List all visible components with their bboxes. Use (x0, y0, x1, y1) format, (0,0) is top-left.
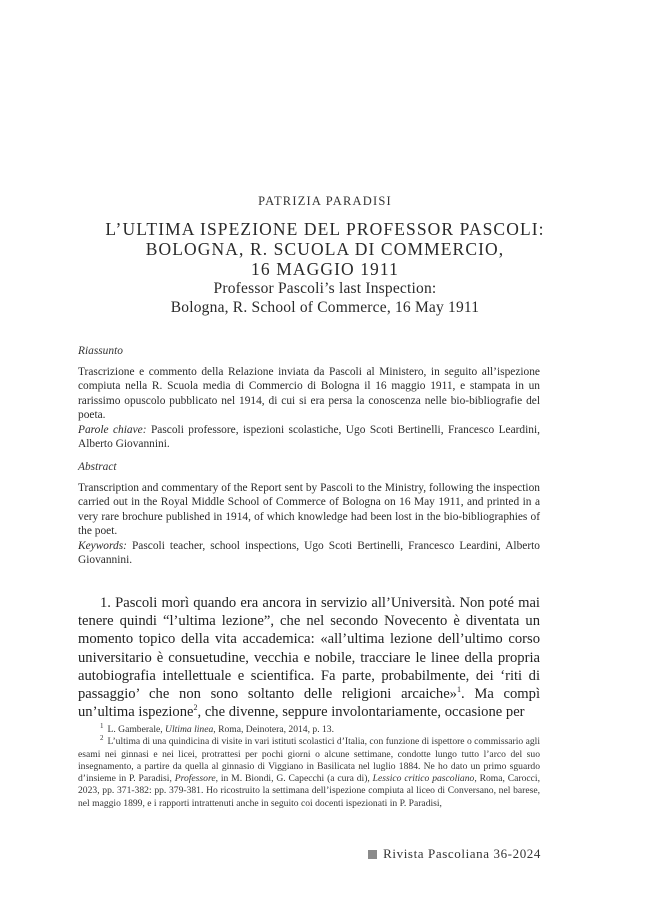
abstract-heading: Abstract (78, 461, 117, 473)
abstract-text: Transcription and commentary of the Report sent by Pascoli to the Ministry, following the inspection carried out in the Royal Middle School of Commerce of Bologna on 16 May 1911, and printed in a very rare brochure published in 1914, of which knowledge had been lost in the bio-bibliographies of the poet. (78, 481, 540, 537)
journal-name: Rivista Pascoliana 36-2024 (383, 846, 541, 861)
abstract-keywords (78, 539, 540, 568)
footnotes (78, 721, 540, 810)
keywords-text: Pascoli professore, ispezioni scolastiche, Ugo Scoti Bertinelli, Francesco Leardini, Alberto Giovannini. (78, 423, 540, 450)
footnote-text: L. Gamberale, (107, 724, 166, 735)
square-icon (368, 850, 377, 859)
riassunto-keywords (78, 423, 540, 452)
footnote-ref-1: 1 (456, 685, 461, 695)
english-title-line-2: Bologna, R. School of Commerce, 16 May 1911 (170, 299, 480, 316)
title-line-1: L’ULTIMA ISPEZIONE DEL PROFESSOR PASCOLI: (105, 219, 545, 239)
keywords-label: Keywords: (78, 539, 127, 552)
riassunto-text: Trascrizione e commento della Relazione inviata da Pascoli al Ministero, in seguito all’ispezione compiuta nella R. Scuola media di Commercio di Bologna il 16 maggio 1911, e stampata in un rarissimo opuscolo pubblicato nel 1914, di cui si era persa la conoscenza nelle bio-bibliografie del poeta. (78, 365, 540, 421)
footnote-ref-2: 2 (193, 703, 198, 713)
footnote-title: Ultima linea (165, 724, 214, 735)
footnote-title: Professore (174, 773, 216, 785)
body-text-part-1: 1. Pascoli morì quando era ancora in servizio all’Università. Non poté mai tenere quindi “l’ultima lezione”, che nel secondo Novecento è diventata un momento topico della vita accademica: «all’ultima lezione dell’ultimo corso universitario è consuetudine, vecchia e nobile, tracciare le linee della propria autobiografia intellettuale e scientifica. Fa parte, probabilmente, dei ‘riti di passaggio’ che non sono soltanto delle religioni arcaiche» (78, 595, 540, 703)
footnote-2 (78, 736, 540, 810)
footnote-number: 1 (100, 721, 104, 730)
body-text-part-2: . Ma compì un’ultima ispezione (78, 686, 540, 721)
footnote-1 (78, 721, 540, 736)
footnote-text: , Roma, Carocci, 2023, pp. 371-382: pp. 379-381. Ho ricostruito la settimana dell’ispezione compiuta al liceo di Conversano, nel barese, nel maggio 1899, e i rapporti intrattenuti anche in seguito coi docenti ispezionati in P. Paradisi, (78, 773, 540, 809)
article-title-block (0, 219, 650, 317)
body-text-part-3: , che divenne, seppure involontariamente, occasione per (197, 704, 525, 721)
keywords-label: Parole chiave: (78, 423, 147, 436)
title-line-3: 16 MAGGIO 1911 (251, 259, 399, 279)
english-title-line-1: Professor Pascoli’s last Inspection: (213, 280, 437, 297)
footnote-title: Lessico critico pascoliano (372, 773, 475, 785)
abstract-section (78, 460, 540, 568)
running-footer (368, 846, 541, 862)
footnote-text: L’ultima di una quindicina di visite in vari istituti scolastici d’Italia, con funzione di ispettore o commissario agli esami nei ginnasi e nei licei, protrattesi per pochi giorni o alcune settimane, condotte lungo tutto l’arco del suo insegnamento, a partire da quella al ginnasio di Viggiano in Basilicata nel luglio 1884. Ne ho dato un primo sguardo d’insieme in P. Paradisi, (78, 736, 540, 785)
riassunto-section (78, 344, 540, 452)
footnote-text: , Roma, Deinotera, 2014, p. 13. (213, 724, 334, 735)
title-line-2: BOLOGNA, R. SCUOLA DI COMMERCIO, (145, 239, 505, 259)
footnote-number: 2 (100, 734, 104, 743)
footnote-text: , in M. Biondi, G. Capecchi (a cura di), (215, 773, 373, 785)
body-paragraph (78, 594, 540, 721)
riassunto-heading: Riassunto (78, 345, 123, 357)
author-name: PATRIZIA PARADISI (258, 194, 392, 208)
keywords-text: Pascoli teacher, school inspections, Ugo Scoti Bertinelli, Francesco Leardini, Alberto Giovannini. (78, 539, 540, 566)
